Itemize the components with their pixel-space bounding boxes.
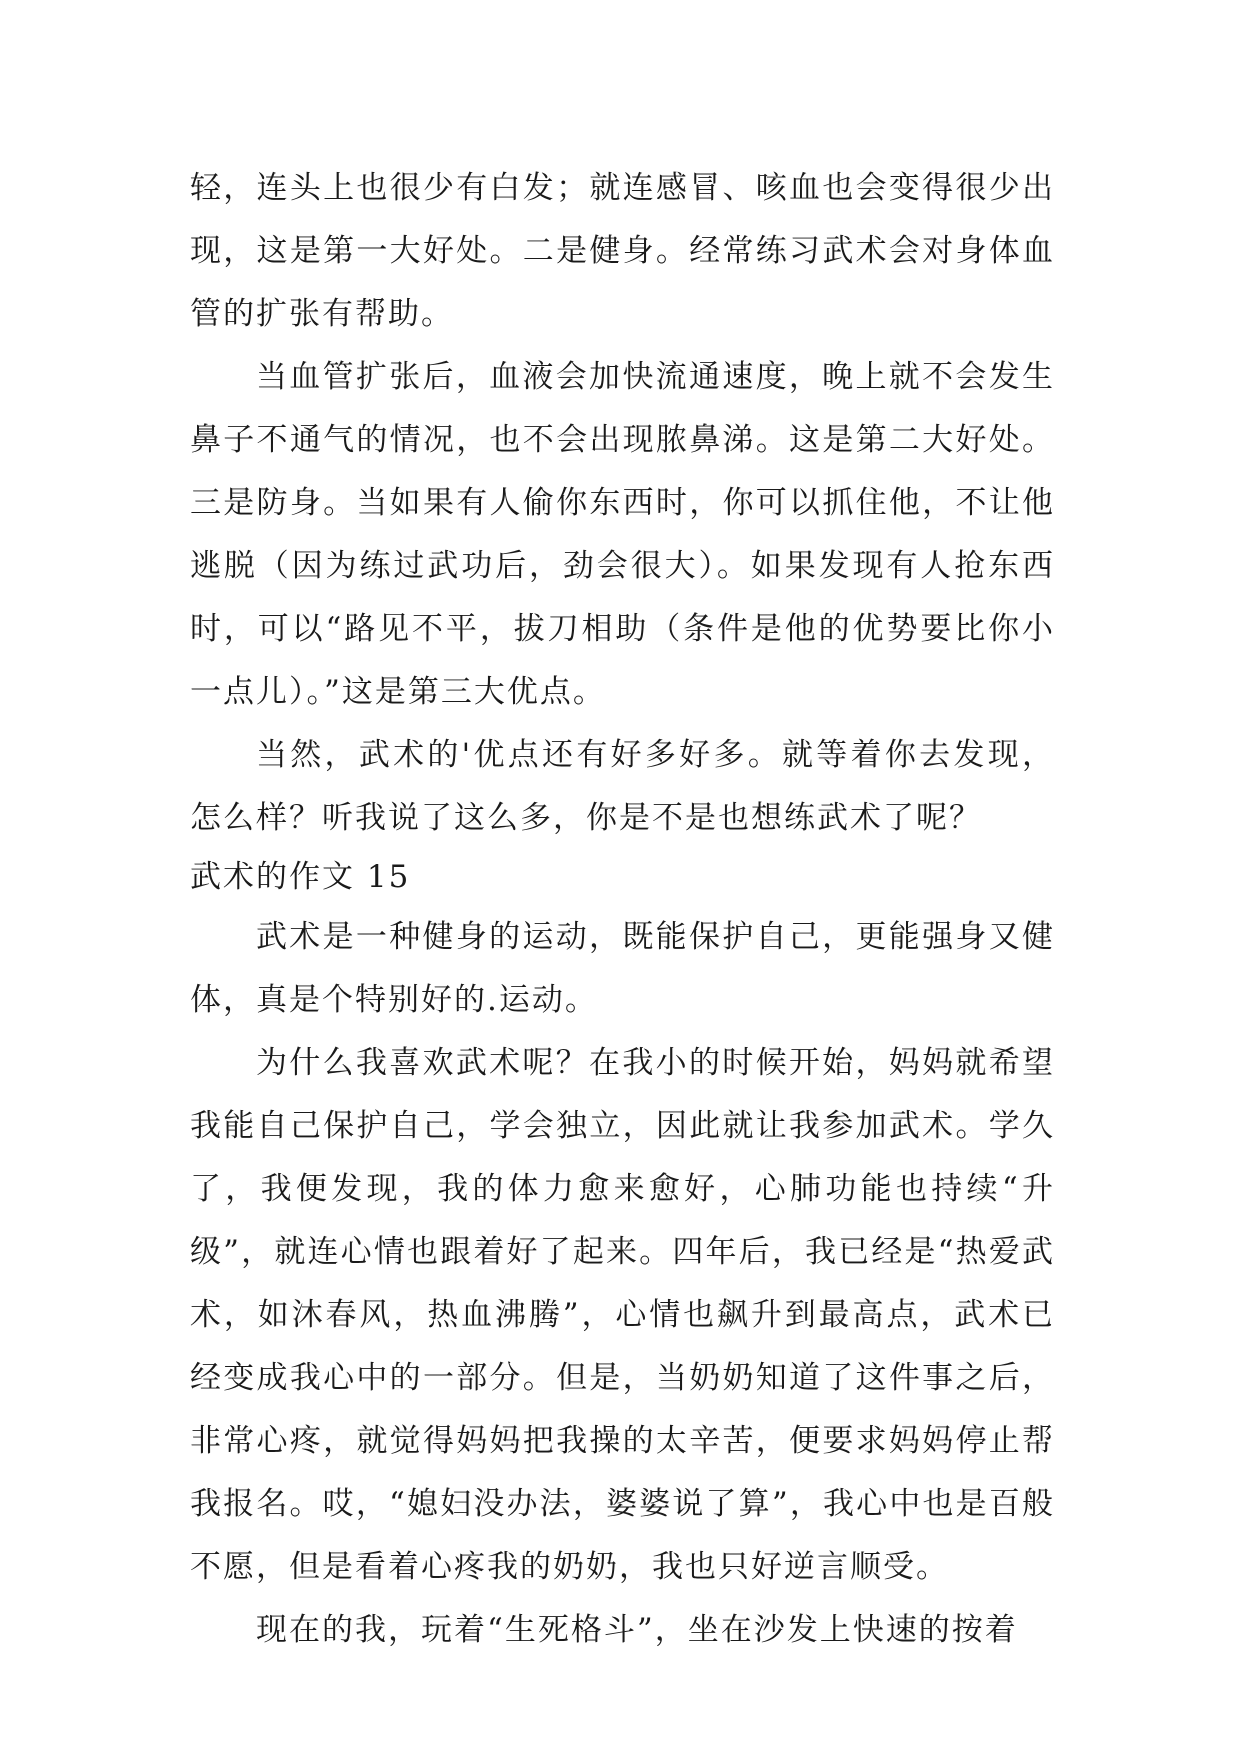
- document-body: [190, 157, 1055, 1662]
- paragraph: 为什么我喜欢武术呢？在我小的时候开始，妈妈就希望我能自己保护自己，学会独立，因此就让我参加武术。学久了，我便发现，我的体力愈来愈好，心肺功能也持续“升级”，就连心情也跟着好了起来。四年后，我已经是“热爱武术，如沐春风，热血沸腾”，心情也飙升到最高点，武术已经变成我心中的一部分。但是，当奶奶知道了这件事之后，非常心疼，就觉得妈妈把我操的太辛苦，便要求妈妈停止帮我报名。哎，“媳妇没办法，婆婆说了算”，我心中也是百般不愿，但是看着心疼我的奶奶，我也只好逆言顺受。: [190, 1045, 1055, 1585]
- paragraph: 现在的我，玩着“生死格斗”，坐在沙发上快速的按着: [256, 1612, 1018, 1648]
- paragraph: 武术是一种健身的运动，既能保护自己，更能强身又健体，真是个特别好的.运动。: [190, 919, 1055, 1018]
- paragraph: 当血管扩张后，血液会加快流通速度，晚上就不会发生鼻子不通气的情况，也不会出现脓鼻涕。这是第二大好处。三是防身。当如果有人偷你东西时，你可以抓住他，不让他逃脱（因为练过武功后，劲会很大）。如果发现有人抢东西时，可以“路见不平，拔刀相助（条件是他的优势要比你小一点儿）。”这是第三大优点。: [190, 359, 1055, 710]
- paragraph: 当然，武术的'优点还有好多好多。就等着你去发现，怎么样？听我说了这么多，你是不是也想练武术了呢？: [190, 737, 1055, 836]
- paragraph-continuation: 轻，连头上也很少有白发；就连感冒、咳血也会变得很少出现，这是第一大好处。二是健身。经常练习武术会对身体血管的扩张有帮助。: [190, 170, 1055, 332]
- section-title: 武术的作文 15: [190, 859, 411, 895]
